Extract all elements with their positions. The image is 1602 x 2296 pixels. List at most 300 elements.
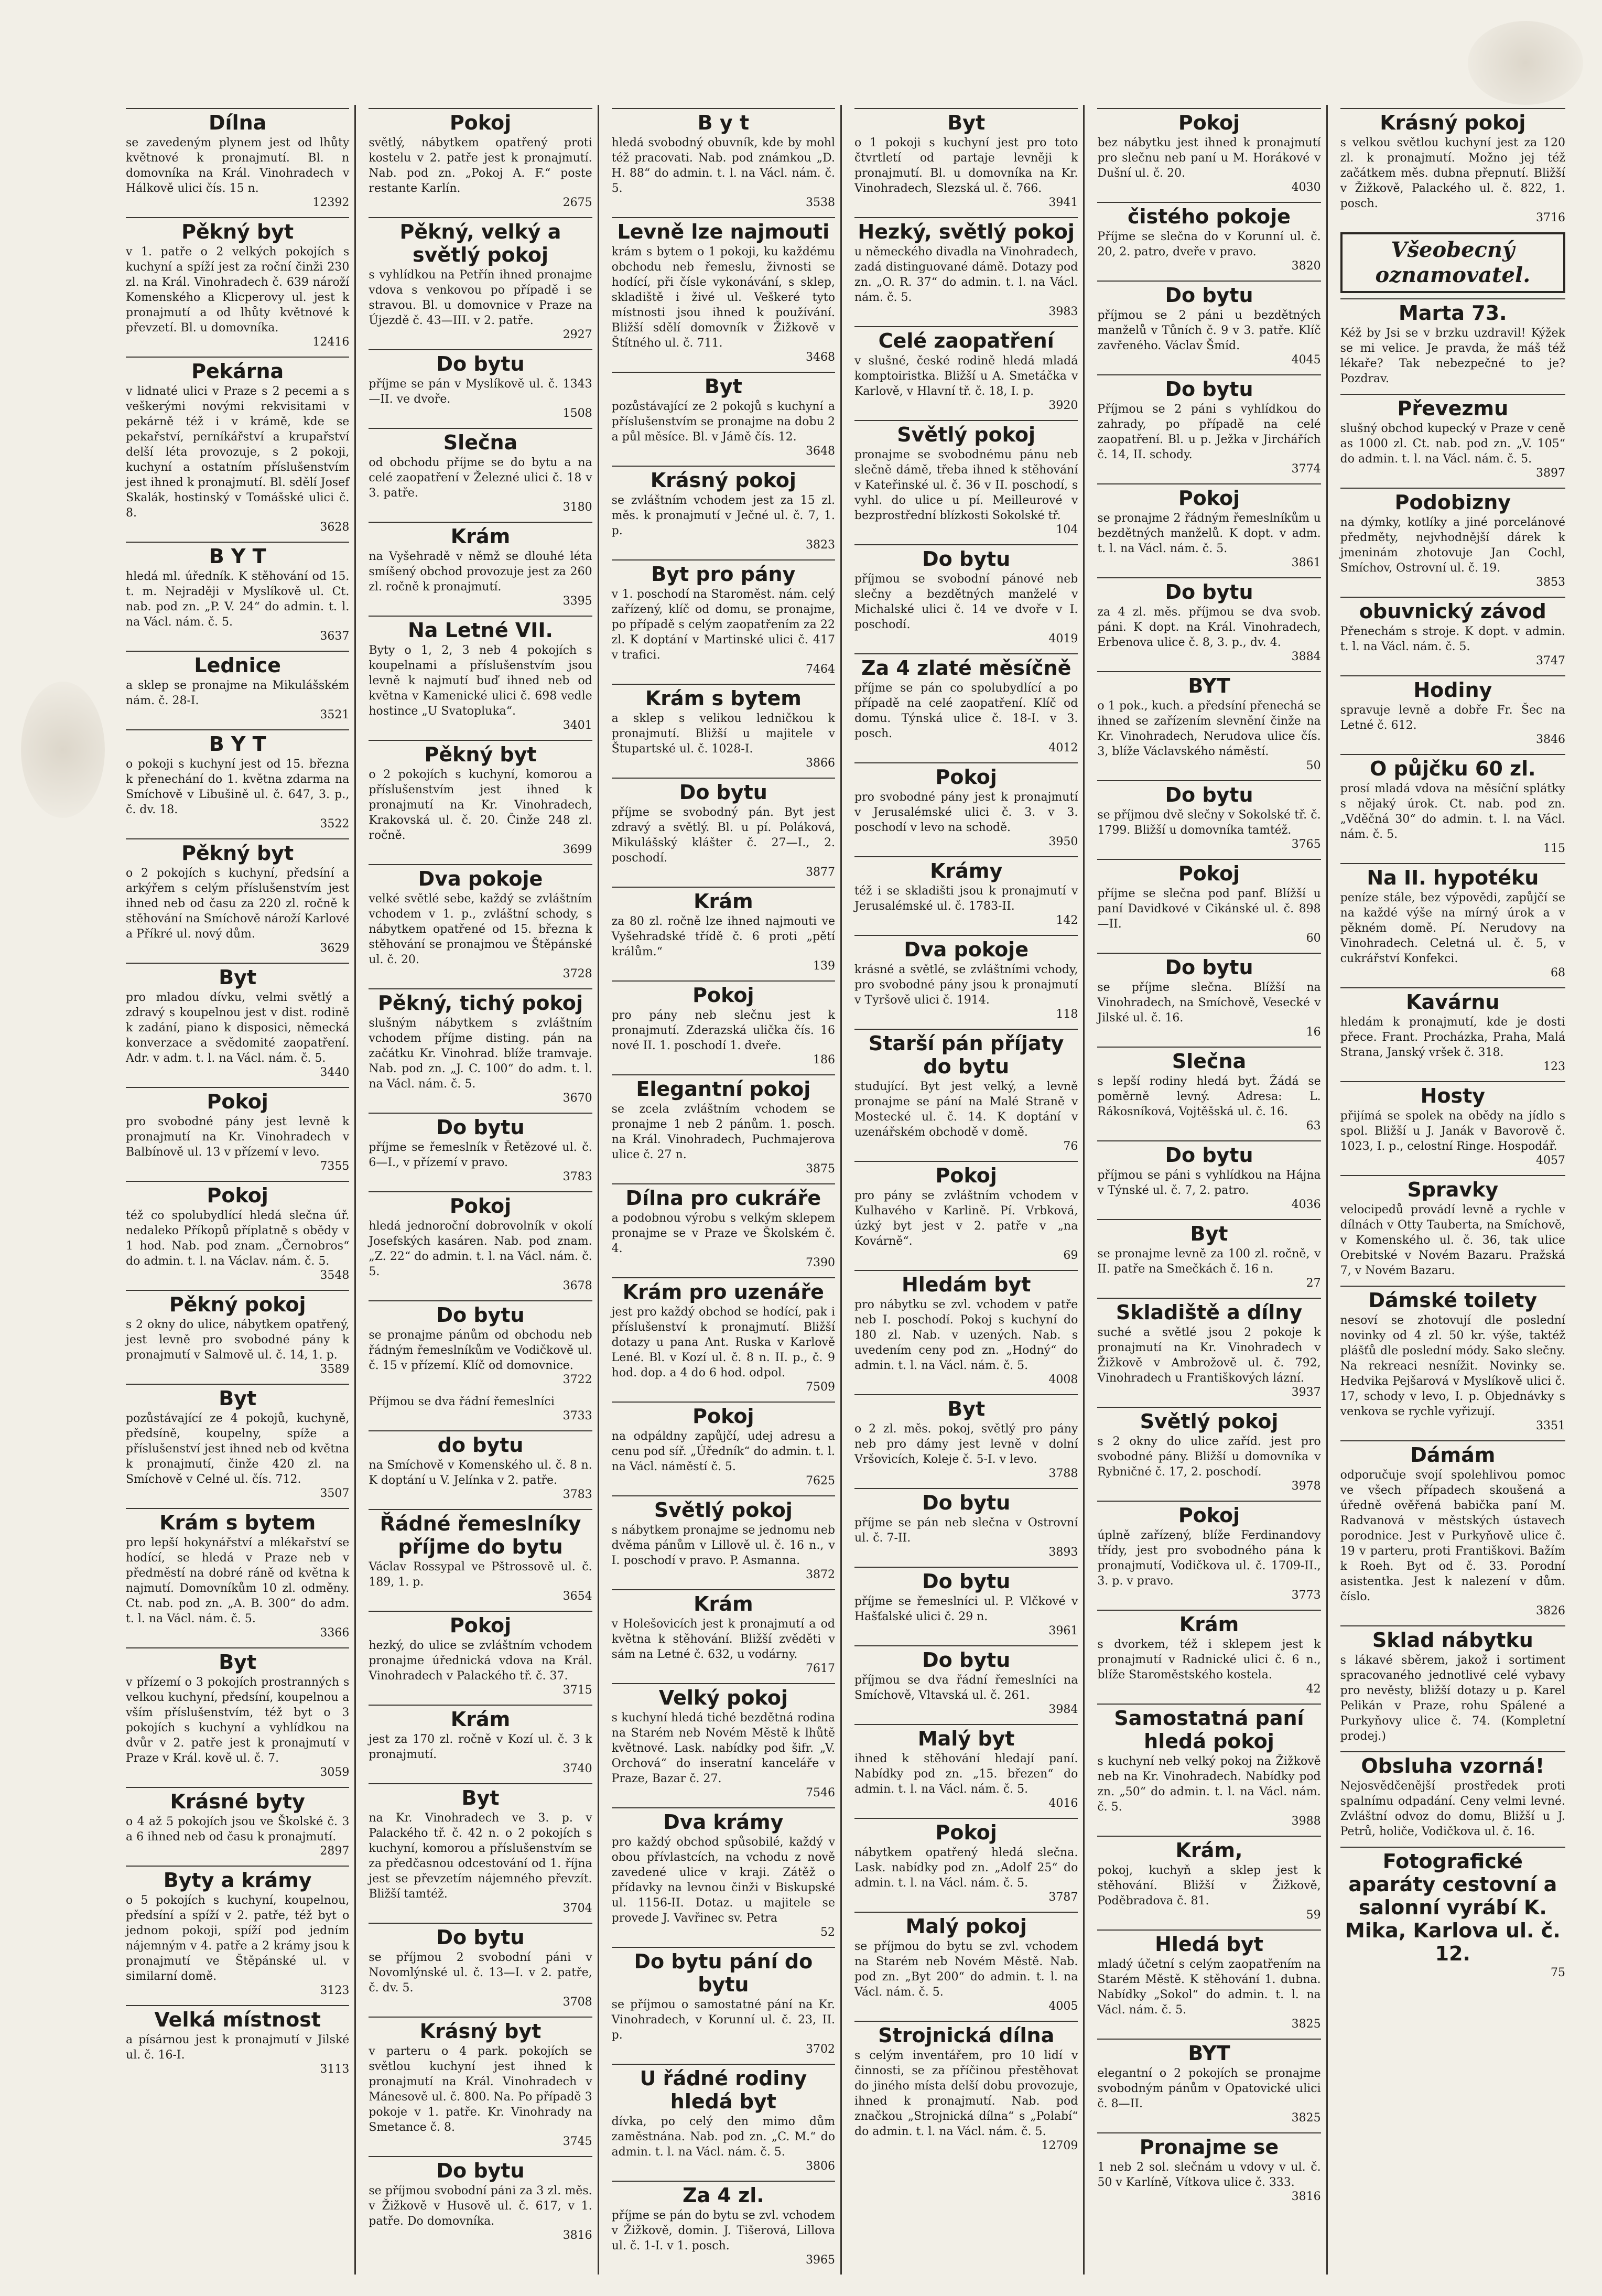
ad-text: se pronajme pánům od obchodu neb řádným řemeslníkům ve Vodičkově ul. č. 15 v přízemí. Klíč od domovnice. [369,1329,592,1372]
ad-headline: Do bytu pání do bytu [612,1947,835,1996]
ad-headline: Dva pokoje [369,864,592,890]
ad-headline: Hledám byt [854,1270,1078,1296]
ad-reference-number: 3788 [1048,1467,1078,1480]
classified-ad [612,980,835,1067]
classified-ad [1340,754,1565,856]
ad-headline: Byt pro pány [612,559,835,586]
ad-text: u německého divadla na Vinohradech, zadá distinguované dámě. Dotazy pod zn. „O. R. 37“ do admin. t. l. na Václ. nám. č. 5. [854,245,1078,304]
ad-headline: Krásný byt [369,2017,592,2043]
ad-text: příjme se pán co spolubydlící a po případě na celé zaopatření. Klíč od domu. Týnská ulice č. 18-I. v 3. posch. [854,682,1078,740]
classified-ad [369,1191,592,1293]
ad-reference-number: 3589 [320,1363,350,1376]
classified-ad [369,2156,592,2243]
ad-text: za 80 zl. ročně lze ihned najmouti ve Vyšehradské třídě č. 6 proti „pětí králům.“ [611,915,835,958]
ad-headline: Pokoj [854,762,1078,789]
ad-reference-number: 4036 [1291,1198,1321,1211]
ad-reference-number: 3740 [562,1762,592,1775]
ad-headline: Dva pokoje [854,935,1078,961]
ad-headline: čistého pokoje [1097,202,1320,228]
ad-text: nesoví se zhotovují dle poslední novinky od 4 zl. 50 kr. výše, taktéž plášťů dle poslední módy. Sako slečny. Na rekreaci nesnížit. Novinky se. Hedvika Pejšarová v Myslíkově ulici č. 17, schody v levo, I. p. Objednávky s venkova se rychle vyřizují. [1340,1314,1565,1418]
ad-reference-number: 3893 [1048,1546,1078,1559]
ad-headline: Krám [369,1705,592,1731]
classified-ad [854,420,1078,537]
ad-headline: Slečna [1097,1047,1320,1073]
ad-reference-number: 3654 [562,1590,592,1603]
ad-text: v Holešovicích jest k pronajmutí a od května k stěhování. Bližší zvěděti v sám na Letné č. 632, u vodárny. [611,1618,835,1661]
classified-ad [1097,1047,1320,1133]
classified-ad [1340,675,1565,747]
ad-reference-number: 2675 [562,196,592,209]
ad-reference-number: 3728 [562,967,592,980]
ad-text: se příjmou do bytu se zvl. vchodem na Starém neb Novém Městě. Nab. pod zn. „Byt 200“ do admin. t. l. na Václ. nám. č. 5. [854,1940,1078,1999]
classified-ad [612,1277,835,1394]
ad-reference-number: 3629 [320,942,350,955]
ad-reference-number: 3823 [806,538,835,552]
classified-ad [612,217,835,364]
ad-reference-number: 3351 [1536,1419,1565,1432]
classified-ad [1097,1140,1320,1212]
classified-ad [854,1161,1078,1263]
ad-headline: Krásné byty [126,1787,349,1813]
ad-reference-number: 3773 [1291,1589,1321,1602]
ad-text: a písárnou jest k pronajmutí v Jilské ul. č. 16-I. [126,2033,350,2062]
ad-text: a sklep s velikou ledničkou k pronajmutí. Bližší u majitele v Štupartské ul. č. 1028-I. [611,712,835,756]
classified-ad [1340,1286,1565,1433]
ad-text: o pokoji s kuchyní jest od 15. března k přenechání do 1. května zdarma na Smíchově v Libušině ul. č. 647, 3. p., č. dv. 18. [126,758,350,816]
ad-headline: Pokoj [126,1087,349,1113]
classified-ad [369,217,592,342]
ad-headline: Samostatná paní hledá pokoj [1097,1704,1320,1753]
ad-text: Přenechám s stroje. K dopt. v admin. t. l. na Václ. nám. č. 5. [1340,625,1565,653]
ad-headline: Byt [369,1783,592,1809]
ad-headline: Pokoj [854,1161,1078,1187]
ad-text: v přízemí o 3 pokojích prostranných s velkou kuchyní, předsíní, koupelnou a vším příslušenstvím, též byt o 3 pokojích s kuchyní a vyhlídkou na dvůr v 2. patře jest k pronajmutí v Praze v Král. kově ul. č. 7. [126,1676,350,1765]
ad-headline: Byt [126,963,349,989]
ad-text: suché a světlé jsou 2 pokoje k pronajmutí na Kr. Vinohradech v Žižkově v Ambrožově ul. č. 792, Vinohradech u Františkových lázní. [1097,1326,1321,1385]
ad-text: o 1 pok., kuch. a předsíní přenechá se ihned se zařízením slevnění činže na Kr. Vinohradech, Nerudova ulice čís. 3, blíže Václavského náměstí. [1097,699,1321,758]
ad-headline: Krásný pokoj [612,466,835,492]
column-1 [121,105,356,2275]
ad-headline: Do bytu [1097,1140,1320,1167]
ad-text: s lepší rodiny hledá byt. Žádá se poměrně levný. Adresa: L. Rákosníková, Vojtěšská ul. č. 16. [1097,1075,1321,1118]
classified-ad [612,1074,835,1176]
ad-text: nábytkem opatřený hledá slečna. Lask. nabídky pod zn. „Adolf 25“ do admin. t. l. na Václ. nám. č. 5. [854,1846,1078,1890]
ad-headline: Obsluha vzorná! [1340,1751,1565,1777]
ad-headline: Krám s bytem [612,684,835,710]
classified-ad [369,1300,592,1387]
ad-reference-number: 3123 [320,1984,350,1997]
classified-ad [369,864,592,981]
ad-text: odporučuje svojí spolehlivou pomoc ve všech případech skoušená a úředně ověřená babička paní M. Radvanová v městských ústavech porodnice. Jest v Purkyňově ulice č. 19 v parteru, proti Františkovi. Bažím k Roeh. Byt od č. 33. Porodní asistentka. Jest k nalezení v dům. číslo. [1340,1469,1565,1603]
ad-reference-number: 3787 [1048,1891,1078,1904]
ad-headline: Pokoj [1097,859,1320,885]
ad-text: krásné a světlé, se zvláštními vchody, pro svobodné pány jsou k pronajmutí v Tyršově ulici č. 1914. [854,963,1078,1007]
ad-headline: Světlý pokoj [854,420,1078,446]
ad-headline: Strojnická dílna [854,2021,1078,2047]
classified-ad [1097,859,1320,945]
ad-headline: Pokoj [369,108,592,134]
ad-text: jest za 170 zl. ročně v Kozí ul. č. 3 k pronajmutí. [369,1733,592,1761]
classified-ad [854,1029,1078,1154]
ad-text: se příjmou o samostatné pání na Kr. Vinohradech, v Korunní ul. č. 23, II. p. [611,1998,835,2042]
ad-text: velké světlé sebe, každý se zvláštním vchodem v 1. p., zvláštní schody, s nábytkem opatřené od 15. března k stěhování se pronajmou ve Štěpánské ul. č. 20. [369,892,592,966]
classified-ad [1097,1407,1320,1493]
ad-text: v 1. poschodí na Staroměst. nám. celý zařízený, klíč od domu, se pronajme, po případě s celým zaopatřením za 22 zl. K doptání v Martinské ulici č. 417 v trafici. [611,588,835,662]
ad-headline: Do bytu [369,2156,592,2182]
ad-headline: Do bytu [369,1300,592,1327]
ad-reference-number: 76 [1063,1140,1078,1153]
classified-ad [854,217,1078,319]
ad-text: pro pány neb slečnu jest k pronajmutí. Zderazská ulička čís. 16 nové II. 1. poschodí 1. dveře. [611,1009,835,1052]
ad-reference-number: 3702 [806,2043,835,2056]
classified-ad [612,1807,835,1939]
ad-text: hezký, do ulice se zvláštním vchodem pronajme úřednická vdova na Král. Vinohradech v Palackého tř. č. 37. [369,1639,592,1683]
classified-ad [1097,577,1320,664]
ad-headline: Malý pokoj [854,1912,1078,1938]
ad-text: Václav Rossypal ve Pštrossově ul. č. 189, 1. p. [369,1560,592,1589]
ad-reference-number: 4019 [1048,632,1078,645]
classified-ad [854,1270,1078,1387]
ad-reference-number: 3628 [320,521,350,534]
ad-text: v parteru o 4 park. pokojích se světlou kuchyní jest ihned k pronajmutí na Král. Vinohradech v Mánesově ul. č. 800. Na. Po případě 3 pokoje v 1. patře. Kr. Vinohrady na Smetance č. 8. [369,2045,592,2134]
ad-headline: Krám [612,887,835,913]
ad-headline: Dámské toilety [1340,1286,1565,1312]
classified-ad [1097,1836,1320,1922]
ad-headline: Do bytu [854,544,1078,570]
ad-headline: Fotografické aparáty cestovní a salonní vyrábí K. Mika, Karlova ul. č. 12. [1340,1847,1565,1965]
ad-reference-number: 7509 [806,1381,835,1394]
ad-text: Kéž by Jsi se v brzku uzdravil! Kýžek se mi velice. Je pravda, že máš též lékaře? Tak nebezpečné to je? Pozdrav. [1340,327,1565,385]
classified-ad [854,1488,1078,1559]
ad-headline: Pokoj [612,1402,835,1428]
classified-ad [612,559,835,676]
classified-ad [126,1384,349,1501]
classified-ad [369,740,592,857]
ad-text: prosí mladá vdova na měsíční splátky s nějaký úrok. Ct. nab. pod zn. „Vděčná 30“ do admin. t. l. na Václ. nám. č. 5. [1340,782,1565,841]
ad-text: spravuje levně a dobře Fr. Šec na Letné č. 612. [1340,704,1565,732]
ad-headline: Elegantní pokoj [612,1074,835,1101]
ad-text: Příjme se slečna do v Korunní ul. č. 20, 2. patro, dveře v pravo. [1097,230,1321,258]
ad-reference-number: 12416 [312,336,350,349]
ad-text: pro každý obchod spůsobilé, každý v obou přívlastcích, na vchodu z nově zavedené ulice v kraji. Zátěž o přídavky na levnou činži v Biskupské ul. 1156-II. Dotaz. u majitele se provede J. Vavřinec sv. Petra [611,1836,835,1925]
classified-ad [369,108,592,210]
ad-reference-number: 4005 [1048,2000,1078,2013]
classified-ad [1340,298,1565,386]
ad-reference-number: 3826 [1536,1604,1565,1618]
ad-headline: O půjčku 60 zl. [1340,754,1565,780]
ad-reference-number: 3733 [562,1409,592,1422]
ad-reference-number: 42 [1306,1683,1321,1696]
classified-ad [369,1394,592,1423]
ad-reference-number: 3678 [562,1279,592,1292]
ad-reference-number: 3965 [806,2254,835,2267]
ad-reference-number: 12709 [1041,2139,1078,2152]
classified-ad [126,1787,349,1858]
classified-ad [854,2021,1078,2153]
ad-reference-number: 3961 [1048,1624,1078,1637]
ad-headline: Malý byt [854,1724,1078,1750]
ad-reference-number: 7625 [806,1474,835,1487]
ad-reference-number: 3059 [320,1766,350,1779]
ad-text: se zcela zvláštním vchodem se pronajme 1 neb 2 pánům. 1. posch. na Král. Vinohradech, Puchmajerova ulice č. 27 n. [611,1103,835,1161]
ad-headline: B y t [612,108,835,134]
ad-text: též co spolubydlící hledá slečna úř. nedaleko Příkopů příplatně s obědy v 1 hod. Nab. pod znam. „Černobros“ do admin. t. l. na Václav. nám. č. 5. [126,1209,350,1268]
ad-reference-number: 3866 [806,757,835,770]
ad-reference-number: 186 [813,1053,835,1066]
ad-reference-number: 7617 [806,1662,835,1675]
classified-ad [612,1495,835,1582]
classified-ad [612,466,835,552]
ad-reference-number: 3988 [1291,1815,1321,1828]
ad-headline: Hosty [1340,1081,1565,1107]
ad-text: příjmou se 2 páni u bezdětných manželů v Tůních č. 9 v 3. patře. Klíč zavřeného. Václav Šmíd. [1097,309,1321,352]
ad-reference-number: 3783 [562,1170,592,1183]
ad-reference-number: 2897 [320,1845,350,1858]
ad-reference-number: 3522 [320,817,350,831]
classified-ad [1097,202,1320,273]
ad-text: příjmou se dva řádní řemeslníci na Smíchově, Vltavská ul. č. 261. [854,1674,1078,1702]
ad-reference-number: 3950 [1048,835,1078,848]
ad-text: též i se skladišti jsou k pronajmutí v Jerusalémské ul. č. 1783-II. [854,885,1078,913]
ad-reference-number: 3180 [562,501,592,514]
ad-reference-number: 75 [1551,1966,1565,1979]
ad-headline: Na Letné VII. [369,616,592,642]
ad-headline: Levně lze najmouti [612,217,835,243]
ad-headline: Byt [1097,1219,1320,1245]
classified-ad [854,544,1078,646]
ad-text: slušným nábytkem s zvláštním vchodem příjme disting. pán na začátku Kr. Vinohrad. blíže tramvaje. Nab. pod zn. „J. C. 100“ do adm. t. l. na Václ. nám. č. 5. [369,1017,592,1091]
ad-text: pro svobodné pány jest k pronajmutí v Jerusalémské ulici č. 3. v 3. poschodí v levo na schodě. [854,791,1078,834]
ad-reference-number: 3548 [320,1269,350,1282]
ad-headline: Velká místnost [126,2005,349,2031]
ad-reference-number: 3745 [562,2135,592,2148]
ad-text: pro pány se zvláštním vchodem v Kulhavého v Karlině. Pí. Vrbková, úzký byt jest v 2. patře v „na Kovárně“. [854,1189,1078,1248]
ad-headline: Světlý pokoj [1097,1407,1320,1433]
ad-reference-number: 3648 [806,445,835,458]
ad-reference-number: 59 [1306,1909,1321,1922]
ad-reference-number: 142 [1056,914,1078,927]
ad-headline: Za 4 zl. [612,2181,835,2207]
ad-reference-number: 7355 [320,1160,350,1173]
ad-text: úplně zařízený, blíže Ferdinandovy třídy, jest pro svobodného pána k pronajmutí, Vodičkova ul. č. 1709-II., 3. p. v pravo. [1097,1529,1321,1588]
ad-reference-number: 60 [1306,932,1321,945]
ad-headline: Krámy [854,856,1078,882]
ad-text: na odpáldny zapůjčí, udej adresu a cenu pod síř. „Úředník“ do admin. t. l. na Václ. náměstí č. 5. [611,1430,835,1473]
classified-ad [126,729,349,831]
classified-ad [1097,281,1320,367]
ad-text: s 2 okny do ulice, nábytkem opatřený, jest levně pro svobodné pány k pronajmutí v Salmově ul. č. 14, 1. p. [126,1318,350,1362]
classified-ad [126,1866,349,1998]
paper-stain [1468,21,1583,105]
classified-ad [369,1705,592,1776]
classified-ad [126,1181,349,1282]
ad-text: studující. Byt jest velký, a levně pronajme se pání na Malé Straně v Mostecké ul. č. 14. K doptání v uzenářském obchodě v domě. [854,1080,1078,1139]
classified-ad [612,108,835,210]
ad-text: o 5 pokojích s kuchyní, koupelnou, předsíní a spíží v 2. patře, též byt o jednom pokoji, spíží pod jedním nájemným v 4. patře a 2 krámy jsou k pronajmutí ve Štěpánské ul. v similarní domě. [126,1894,350,1983]
ad-headline: do bytu [369,1430,592,1457]
column-2 [363,105,599,2275]
classified-ad [854,1818,1078,1904]
ad-reference-number: 3984 [1048,1703,1078,1716]
ad-text: příjme se svobodný pán. Byt jest zdravý a světlý. Bl. u pí. Poláková, Mikulášský klášter č. 27—I., 2. poschodí. [611,806,835,865]
ad-text: jest pro každý obchod se hodící, pak i příslušenství k pronajmutí. Bližší dotazy u pana Ant. Ruska v Karlově Lené. Bl. v Kozí ul. č. 8 n. II. p., č. 9 hod. dop. a 4 do 6 hod. odpol. [611,1306,835,1379]
classified-ad [126,963,349,1080]
ad-headline: Sklad nábytku [1340,1625,1565,1652]
ad-text: příjme se pán do bytu se zvl. vchodem v Žižkově, domin. J. Tišerová, Lillova ul. č. 1-I. v 1. posch. [611,2209,835,2252]
ad-reference-number: 115 [1543,842,1565,855]
ad-headline: Spravky [1340,1175,1565,1201]
ad-text: pro mladou dívku, velmi světlý a zdravý s koupelnou jest v dist. rodině k zadání, piano k disposici, německá konverzace a svědomité zaopatření. Adr. v adm. t. l. na Václ. nám. č. 5. [126,991,350,1065]
ad-text: s kuchyní hledá tiché bezdětná rodina na Starém neb Novém Městě k lhůtě květnové. Lask. nabídky pod šifr. „V. Orchová“ do inseratní kanceláře v Praze, Bazar č. 27. [611,1711,835,1785]
ad-text: pro svobodné pány jest levně k pronajmutí na Kr. Vinohradech v Balbínově ul. 13 v přízemí v levo. [126,1115,350,1159]
ad-text: pro lepší hokynářství a mlékařství se hodící, se hledá v Praze neb v předměstí na dobré ráně od května k najmutí. Domovníkům 10 zl. odměny. Ct. nab. pod zn. „A. B. 300“ do adm. t. l. na Václ. nám. č. 5. [126,1536,350,1625]
ad-headline: Celé zaopatření [854,326,1078,352]
ad-reference-number: 3877 [806,866,835,879]
ad-headline: Starší pán příjaty do bytu [854,1029,1078,1078]
classified-ad [612,1947,835,2056]
ad-headline: BYT [1097,2039,1320,2065]
ad-headline: Pokoj [1097,483,1320,510]
classified-ad [369,1611,592,1697]
ad-text: v slušné, české rodině hledá mladá komptoiristka. Bližší u A. Smetáčka v Karlově, v Hlavní tř. č. 18, I. p. [854,354,1078,398]
ad-reference-number: 7464 [806,663,835,676]
ad-headline: Byty a krámy [126,1866,349,1892]
ad-headline: obuvnický závod [1340,597,1565,623]
ad-headline: Do bytu [1097,780,1320,806]
ad-text: s dvorkem, též i sklepem jest k pronajmutí v Radnické ulici č. 6 n., blíže Staroměstského kostela. [1097,1638,1321,1681]
classified-ad [854,108,1078,210]
classified-ad [126,838,349,955]
ad-reference-number: 2927 [562,328,592,341]
classified-ad [369,2017,592,2149]
classified-ad [1097,1298,1320,1399]
ad-text: o 2 pokojích s kuchyní, komorou a příslušenstvím jest ihned k pronajmutí na Kr. Vinohradech, Krakovská ul. č. 20. Činže 248 zl. ročně. [369,768,592,842]
ad-text: o 1 pokoji s kuchyní jest pro toto čtvrtletí od partaje levněji k pronajmutí. Bl. u domovníka na Kr. Vinohradech, Slezská ul. č. 766. [854,136,1078,195]
ad-text: příjmou se páni s vyhlídkou na Hájna v Týnské ul. č. 7, 2. patro. [1097,1169,1321,1197]
ad-headline: Na II. hypotéku [1340,863,1565,889]
ad-reference-number: 3113 [320,2063,350,2076]
column-3 [607,105,842,2275]
ad-reference-number: 3468 [806,351,835,364]
ad-headline: Lednice [126,651,349,677]
ad-reference-number: 1508 [562,407,592,420]
classified-ad [612,372,835,458]
ad-text: Nejosvědčenější prostředek proti spalnímu odpadání. Ceny velmi levné. Zvláštní odvoz do domu, Bližší u J. Petrů, holiče, Vodičkova ul. č. 16. [1340,1780,1565,1838]
column-6 [1335,105,1571,2275]
classified-ad [369,988,592,1105]
ad-reference-number: 68 [1551,966,1565,979]
ad-reference-number: 3521 [320,708,350,721]
ad-text: se příjme slečna. Blížší na Vinohradech, na Smíchově, Vesecké v Jilské ul. č. 16. [1097,981,1321,1025]
ad-headline: Do bytu [612,778,835,804]
classified-ad [612,778,835,879]
classified-ad [1340,1625,1565,1744]
ad-headline: Hodiny [1340,675,1565,702]
ad-reference-number: 123 [1543,1060,1565,1073]
ad-headline: Krám pro uzenáře [612,1277,835,1303]
ad-text: příjme se slečna pod panf. Blížší u paní Davidkové v Cikánské ul. č. 898—II. [1097,887,1321,931]
ad-reference-number: 4012 [1048,741,1078,754]
classified-ad [854,762,1078,849]
classified-ad [612,2064,835,2173]
ad-reference-number: 3897 [1536,467,1565,480]
ad-headline: Do bytu [1097,374,1320,401]
ad-headline: Byt [854,108,1078,134]
ad-reference-number: 3440 [320,1066,350,1079]
classified-ad [1097,2039,1320,2125]
classified-ad [126,542,349,643]
ad-headline: Převezmu [1340,394,1565,420]
ad-headline: Pěkný byt [369,740,592,766]
ad-reference-number: 3704 [562,1902,592,1915]
classified-ad [126,1647,349,1780]
classified-ad [1097,671,1320,773]
classified-columns [121,105,1571,2267]
ad-reference-number: 12392 [312,196,350,209]
ad-text: pozůstávající ze 4 pokojů, kuchyně, předsíně, koupelny, spíže a příslušenství jest ihned neb od května k pronajmutí, činže 420 zl. na Smíchově v Celné ul. čís. 712. [126,1412,350,1486]
classified-ad [126,217,349,349]
ad-text: Příjmou se dva řádní řemeslníci [369,1395,555,1408]
ad-text: od obchodu příjme se do bytu a na celé zaopatření v Železné ulici č. 18 v 3. patře. [369,456,592,500]
classified-ad [1340,394,1565,480]
ad-reference-number: 3507 [320,1487,350,1500]
classified-ad [369,522,592,608]
ad-text: na Vyšehradě v němž se dlouhé léta smíšený obchod provozuje jest za 260 zl. ročně k pronajmutí. [369,550,592,594]
classified-ad [612,1183,835,1270]
ad-text: krám s bytem o 1 pokoji, ku každému obchodu neb řemeslu, živnosti se hodící, při čísle vykonávání, s sklep, skladiště i živé ul. Veškeré tyto místnosti jsou ihned k používání. Bližší sdělí domovník v Žižkově v Štítného ul. č. 711. [611,245,835,350]
ad-headline: Pokoj [1097,108,1320,134]
ad-headline: U řádné rodiny hledá byt [612,2064,835,2113]
ad-reference-number: 52 [820,1926,835,1939]
classified-ad [1340,863,1565,980]
ad-headline: Do bytu [854,1645,1078,1672]
ad-headline: Krám [1097,1610,1320,1636]
ad-text: pokoj, kuchyň a sklep jest k stěhování. Bližší v Žižkově, Poděbradova č. 81. [1097,1864,1321,1907]
ad-reference-number: 3366 [320,1626,350,1640]
ad-headline: Dva krámy [612,1807,835,1834]
ad-headline: Do bytu [369,1923,592,1949]
ad-text: se zavedeným plynem jest od lhůty květnové k pronajmutí. Bl. n domovníka na Král. Vinohradech v Hálkově ulici čís. 15 n. [126,136,350,195]
classified-ad [1340,488,1565,589]
ad-text: s lákavé sběrem, jakož i sortiment spracovaného jednotlivé celé vybavy pro nevěsty, bližší dotazy u p. Karel Pelikán v Praze, rohu Spálené a Purkyňovy ulice č. 74. (Kompletní prodej.) [1340,1654,1565,1743]
ad-text: Příjmou se 2 páni s vyhlídkou do zahrady, po případě na celé zaopatření. Bl. u p. Ježka v Jirchářích č. 14, II. schody. [1097,403,1321,461]
ad-reference-number: 4057 [1536,1154,1565,1167]
ad-text: na Smíchově v Komenského ul. č. 8 n. K doptání u V. Jelínka v 2. patře. [369,1459,592,1487]
classified-ad [126,357,349,534]
ad-reference-number: 3637 [320,630,350,643]
ad-headline: Kavárnu [1340,987,1565,1014]
ad-text: na Kr. Vinohradech ve 3. p. v Palackého tř. č. 42 n. o 2 pokojích s kuchyní, komorou a příslušenstvím se za předčasnou odcestování od 1. října jest se převzetím nájemného převzít. Bližší tamtéž. [369,1812,592,1901]
ad-headline: Byt [854,1394,1078,1420]
ad-headline: Skladiště a dílny [1097,1298,1320,1324]
ad-reference-number: 3699 [562,843,592,856]
ad-headline: Pěkný, tichý pokoj [369,988,592,1015]
ad-text: o 2 zl. měs. pokoj, světlý pro pány neb pro dámy jest levně v dolní Vršovicích, Koleje č. 5-I. v levo. [854,1422,1078,1466]
classified-ad [1340,108,1565,225]
ad-reference-number: 50 [1306,759,1321,772]
section-heading-box: Všeobecný oznamovatel. [1340,232,1565,293]
ad-text: s vyhlídkou na Petřín ihned pronajme vdova s venkovou po případě i se stravou. Bl. u domovnice v Praze na Újezdě č. 43—III. v 2. patře. [369,268,592,327]
ad-text: se příjmou svobodní páni za 3 zl. měs. v Žižkově v Husově ul. č. 617, v 1. patře. Do domovníka. [369,2184,592,2228]
ad-text: se pronajme levně za 100 zl. ročně, v II. patře na Smečkách č. 16 n. [1097,1247,1321,1276]
ad-text: hledá svobodný obuvník, kde by mohl též pracovati. Nab. pod známkou „D. H. 88“ do admin. t. l. na Václ. nám. č. 5. [611,136,835,195]
classified-ad [854,1394,1078,1481]
ad-text: s celým inventářem, pro 10 lidí v činnosti, se za příčinou přestěhovat do jiného místa delší dobu provozuje, ihned k pronajmutí. Nab. pod značkou „Strojnická dílna“ s „Polabí“ do admin. t. l. na Václ. nám. č. 5. [854,2049,1078,2138]
ad-reference-number: 7546 [806,1786,835,1799]
ad-reference-number: 3783 [562,1488,592,1501]
ad-reference-number: 3825 [1291,2111,1321,2125]
ad-text: mladý účetní s celým zaopatřením na Starém Městě. K stěhování 1. dubna. Nabídky „Sokol“ do admin. t. l. na Václ. nám. č. 5. [1097,1958,1321,2017]
